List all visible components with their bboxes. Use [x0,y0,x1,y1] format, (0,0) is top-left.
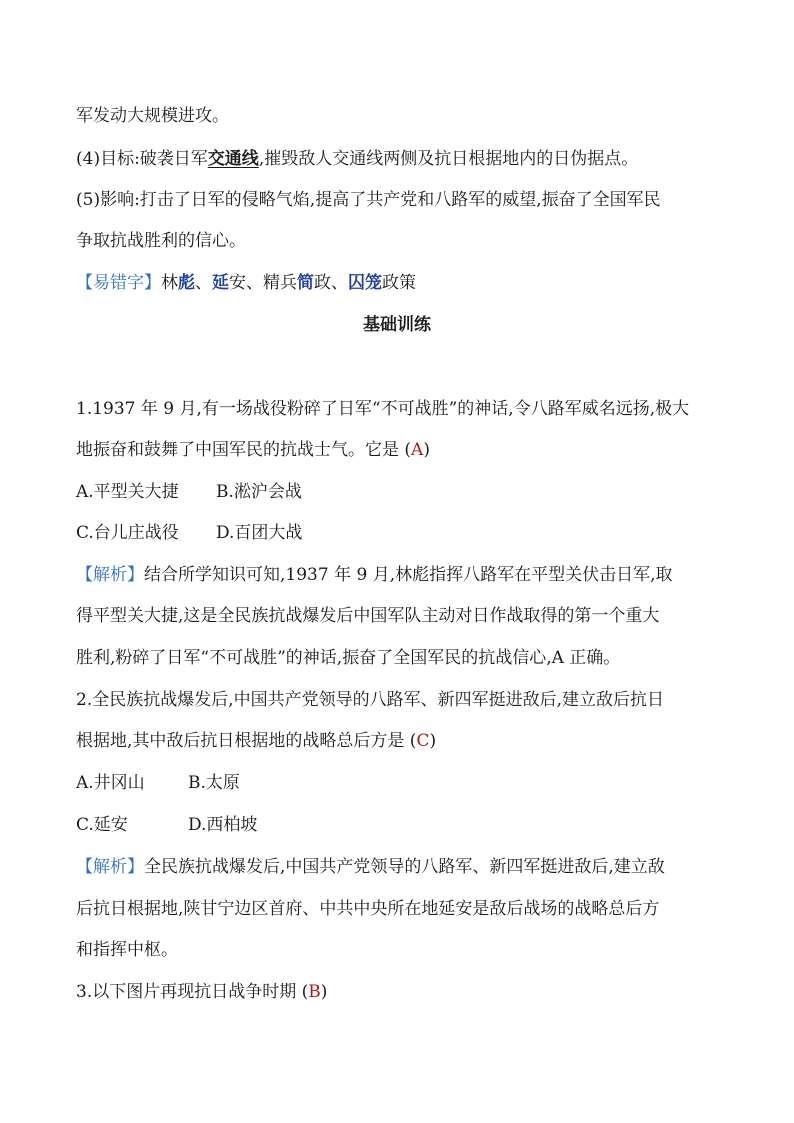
q1-stem-line2 [76,438,726,462]
item4-prefix: (4)目标:破袭日军 [76,149,208,169]
q1-options-row1 [76,480,726,504]
q2-close-paren: ) [429,731,437,751]
q1-line1-text: 1.1937 年 9 月,有一场战役粉碎了日军“不可战胜”的神话,令八路军威名远扬,极大 [76,399,690,419]
q1-line2-text: 地振奋和鼓舞了中国军民的抗战士气。它是 ( [76,440,412,460]
item4-emphasis: 交通线 [207,149,259,169]
q1-analysis-line3 [76,646,726,670]
item4-rest: ,摧毁敌人交通线两侧及抗日根据地内的日伪据点。 [258,149,639,169]
typo-word1-key: 彪 [178,273,195,293]
q2-stem-line1 [76,688,726,712]
typo-word4-post: 政策 [382,273,416,293]
q2-answer: C [416,731,430,751]
q1-analysis-line1 [76,563,726,587]
q2-line2-text: 根据地,其中敌后抗日根据地的战略总后方是 ( [76,731,417,751]
typo-word3-key: 简 [297,273,314,293]
q1-analysis-text3: 胜利,粉碎了日军“不可战胜”的神话,振奋了全国军民的抗战信心,A 正确。 [76,648,621,668]
typo-word2-key: 延 [212,273,229,293]
summary-line-text: 军发动大规模进攻。 [76,106,229,126]
q2-options-row2 [76,813,726,837]
q2-options-row1 [76,771,726,795]
typo-word2-post: 安 [229,273,246,293]
q2-option-b: B.太原 [188,773,240,793]
q2-analysis-label: 【解析】 [76,857,144,877]
typo-words-line [76,271,726,295]
q1-analysis-text1: 结合所学知识可知,1937 年 9 月,林彪指挥八路军在平型关伏击日军,取 [144,565,673,585]
q2-analysis-line3 [76,938,726,962]
typo-sep1: 、 [195,273,212,293]
q3-close-paren: ) [320,982,328,1002]
typo-sep2: 、 [246,273,263,293]
q2-option-d: D.西柏坡 [188,815,258,835]
summary-continuation [76,104,726,128]
summary-item-5-line-2 [76,229,726,253]
q1-option-b: B.淞沪会战 [216,482,302,502]
q3-stem-line1 [76,980,726,1004]
q1-answer: A [411,440,424,460]
q2-analysis-line2 [76,897,726,921]
summary-item-5-line-1 [76,188,726,212]
q2-line1-text: 2.全民族抗战爆发后,中国共产党领导的八路军、新四军挺进敌后,建立敌后抗日 [76,690,665,710]
typo-label: 【易错字】 [76,273,161,293]
q1-option-a: A.平型关大捷 [76,482,179,502]
q2-analysis-text3: 和指挥中枢。 [76,940,178,960]
q2-stem-line2 [76,729,726,753]
summary-item-4 [76,147,726,171]
q1-stem-line1 [76,397,726,421]
typo-word3-post: 政 [314,273,331,293]
typo-sep3: 、 [331,273,348,293]
item5-line2: 争取抗战胜利的信心。 [76,231,246,251]
section-title: 基础训练 [363,315,431,335]
q1-option-d: D.百团大战 [216,523,303,543]
q3-answer: B [308,982,321,1002]
item5-line1: (5)影响:打击了日军的侵略气焰,提高了共产党和八路军的威望,振奋了全国军民 [76,190,661,210]
q1-analysis-text2: 得平型关大捷,这是全民族抗战爆发后中国军队主动对日作战取得的第一个重大 [76,606,660,626]
q1-options-row2 [76,521,726,545]
typo-word4-key: 囚笼 [348,273,382,293]
typo-word3-pre: 精兵 [263,273,297,293]
q3-line1-text: 3.以下图片再现抗日战争时期 ( [76,982,309,1002]
typo-word1-pre: 林 [161,273,178,293]
q2-analysis-text2: 后抗日根据地,陕甘宁边区首府、中共中央所在地延安是敌后战场的战略总后方 [76,899,660,919]
q1-analysis-label: 【解析】 [76,565,144,585]
q1-option-c: C.台儿庄战役 [76,523,179,543]
q2-analysis-line1 [76,855,726,879]
q1-analysis-line2 [76,604,726,628]
q1-close-paren: ) [423,440,430,460]
q2-option-c: C.延安 [76,815,128,835]
q2-analysis-text1: 全民族抗战爆发后,中国共产党领导的八路军、新四军挺进敌后,建立敌 [144,857,665,877]
q2-option-a: A.井冈山 [76,773,145,793]
